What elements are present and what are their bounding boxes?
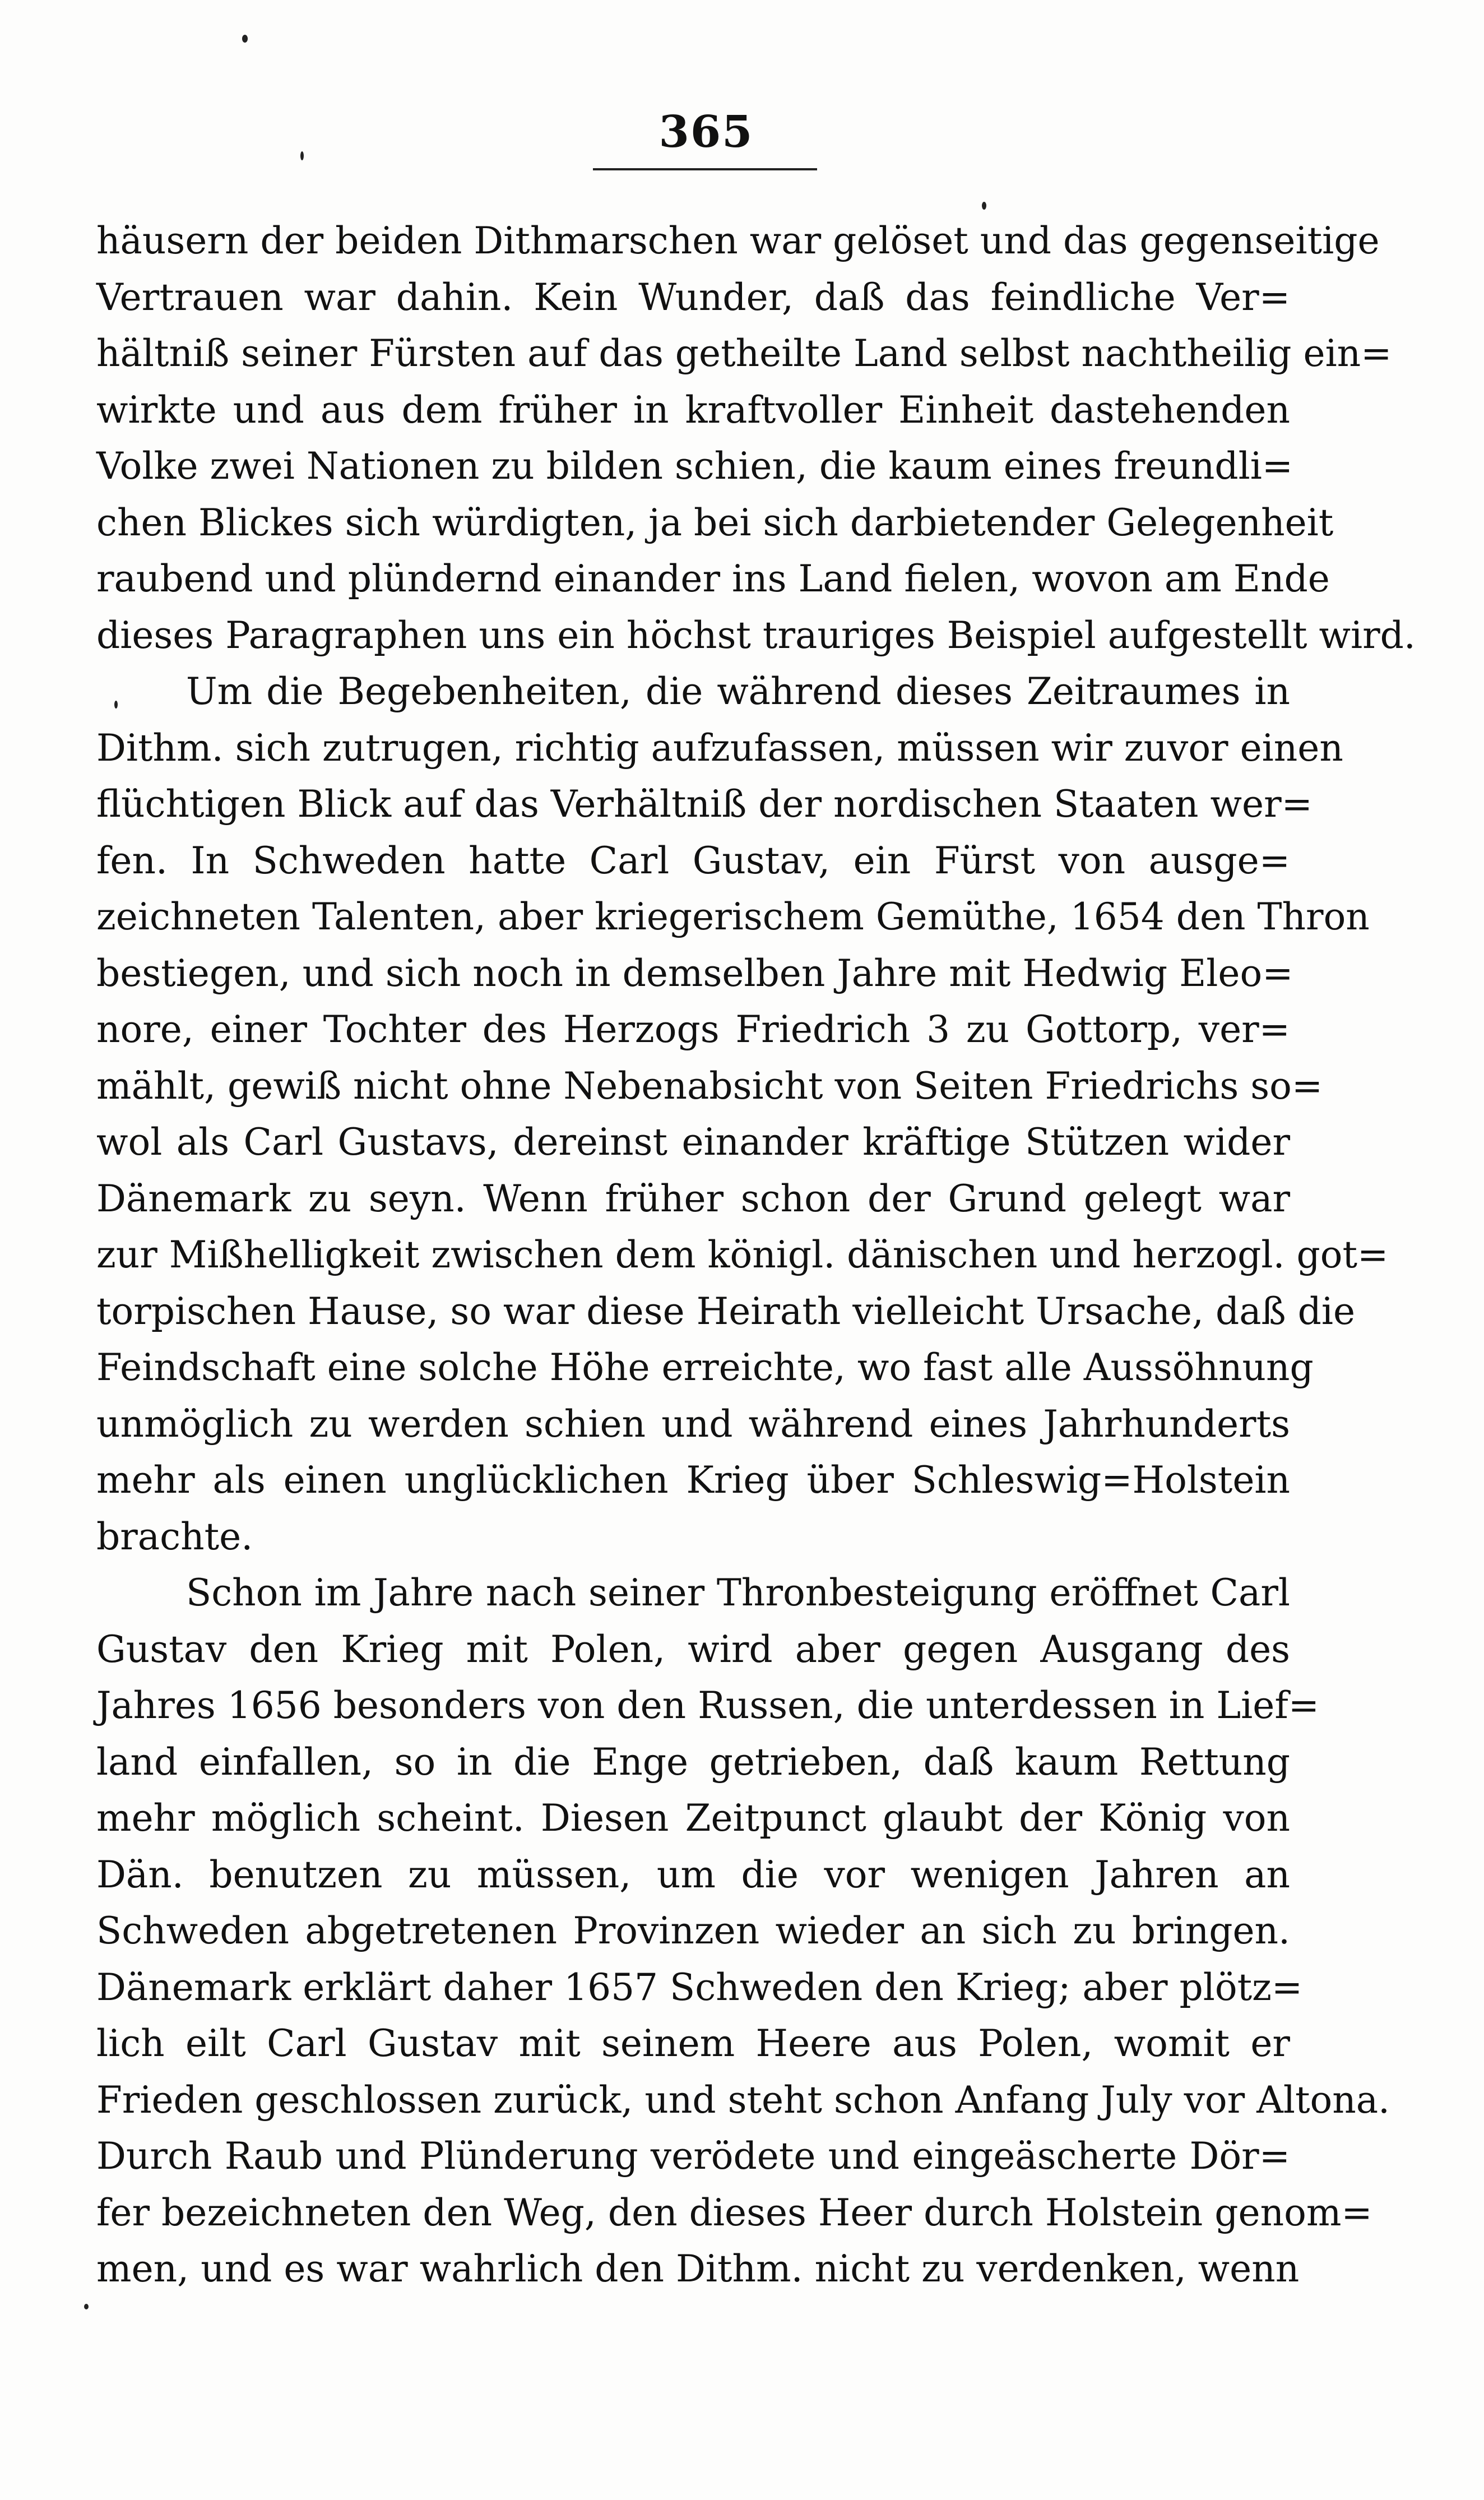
text-line: mehr möglich scheint. Diesen Zeitpunct glaubt der König von (96, 1797, 1290, 1840)
text-line: land einfallen, so in die Enge getrieben, daß kaum Rettung (96, 1740, 1290, 1784)
text-line: Gustav den Krieg mit Polen, wird aber gegen Ausgang des (96, 1627, 1290, 1671)
text-line: Feindschaft eine solche Höhe erreichte, wo fast alle Aussöhnung (96, 1346, 1314, 1389)
text-line: unmöglich zu werden schien und während eines Jahrhunderts (96, 1402, 1290, 1446)
ink-speck (242, 35, 248, 43)
text-line: bestiegen, und sich noch in demselben Jahre mit Hedwig Eleo= (96, 951, 1293, 995)
text-line: chen Blickes sich würdigten, ja bei sich darbietender Gelegenheit (96, 501, 1334, 544)
text-line: mählt, gewiß nicht ohne Nebenabsicht von Seiten Friedrichs so= (96, 1064, 1323, 1108)
text-line: Frieden geschlossen zurück, und steht schon Anfang July vor Altona. (96, 2078, 1390, 2122)
paragraph-first-line: Um die Begebenheiten, die während dieses Zeitraumes in (186, 670, 1290, 713)
text-line: raubend und plündernd einander ins Land fielen, wovon am Ende (96, 557, 1330, 600)
page-header (0, 107, 1484, 174)
text-line: flüchtigen Blick auf das Verhältniß der nordischen Staaten wer= (96, 783, 1313, 826)
text-line: men, und es war wahrlich den Dithm. nicht zu verdenken, wenn (96, 2247, 1300, 2290)
text-line: zeichneten Talenten, aber kriegerischem Gemüthe, 1654 den Thron (96, 895, 1370, 938)
text-line: dieses Paragraphen uns ein höchst trauriges Beispiel aufgestellt wird. (96, 613, 1416, 657)
paragraph-first-line: Schon im Jahre nach seiner Thronbesteigung eröffnet Carl (186, 1571, 1290, 1614)
text-line: häusern der beiden Dithmarschen war gelöset und das gegenseitige (96, 219, 1380, 262)
text-line: Dithm. sich zutrugen, richtig aufzufassen, müssen wir zuvor einen (96, 726, 1343, 770)
body-text (96, 213, 1416, 2298)
text-line: zur Mißhelligkeit zwischen dem königl. dänischen und herzogl. got= (96, 1233, 1389, 1276)
ink-speck (982, 202, 986, 210)
text-line: fer bezeichneten den Weg, den dieses Heer durch Holstein genom= (96, 2191, 1372, 2234)
ink-speck (114, 701, 118, 709)
text-line: lich eilt Carl Gustav mit seinem Heere aus Polen, womit er (96, 2022, 1290, 2065)
text-line: torpischen Hause, so war diese Heirath vielleicht Ursache, daß die (96, 1289, 1356, 1333)
text-line: nore, einer Tochter des Herzogs Friedrich 3 zu Gottorp, ver= (96, 1008, 1290, 1051)
text-line: Dänemark erklärt daher 1657 Schweden den Krieg; aber plötz= (96, 1965, 1303, 2009)
text-line: Durch Raub und Plünderung verödete und eingeäscherte Dör= (96, 2135, 1290, 2178)
text-line: wirkte und aus dem früher in kraftvoller Einheit dastehenden (96, 388, 1290, 432)
text-line: Jahres 1656 besonders von den Russen, die unterdessen in Lief= (96, 1684, 1320, 1727)
page-number: 365 (658, 107, 754, 158)
text-line: Vertrauen war dahin. Kein Wunder, daß das feindliche Ver= (96, 275, 1290, 319)
text-line: brachte. (96, 1515, 253, 1558)
text-line: wol als Carl Gustavs, dereinst einander kräftige Stützen wider (96, 1121, 1290, 1164)
text-line: Dänemark zu seyn. Wenn früher schon der Grund gelegt war (96, 1177, 1290, 1220)
text-line: mehr als einen unglücklichen Krieg über Schleswig=Holstein (96, 1459, 1290, 1502)
ink-speck (300, 151, 304, 160)
header-rule (593, 168, 817, 170)
text-line: hältniß seiner Fürsten auf das getheilte Land selbst nachtheilig ein= (96, 332, 1392, 375)
ink-speck (84, 2304, 89, 2309)
text-line: fen. In Schweden hatte Carl Gustav, ein Fürst von ausge= (96, 839, 1290, 882)
text-line: Schweden abgetretenen Provinzen wieder an sich zu bringen. (96, 1909, 1290, 1952)
text-line: Dän. benutzen zu müssen, um die vor wenigen Jahren an (96, 1853, 1290, 1896)
text-line: Volke zwei Nationen zu bilden schien, die kaum eines freundli= (96, 445, 1293, 488)
